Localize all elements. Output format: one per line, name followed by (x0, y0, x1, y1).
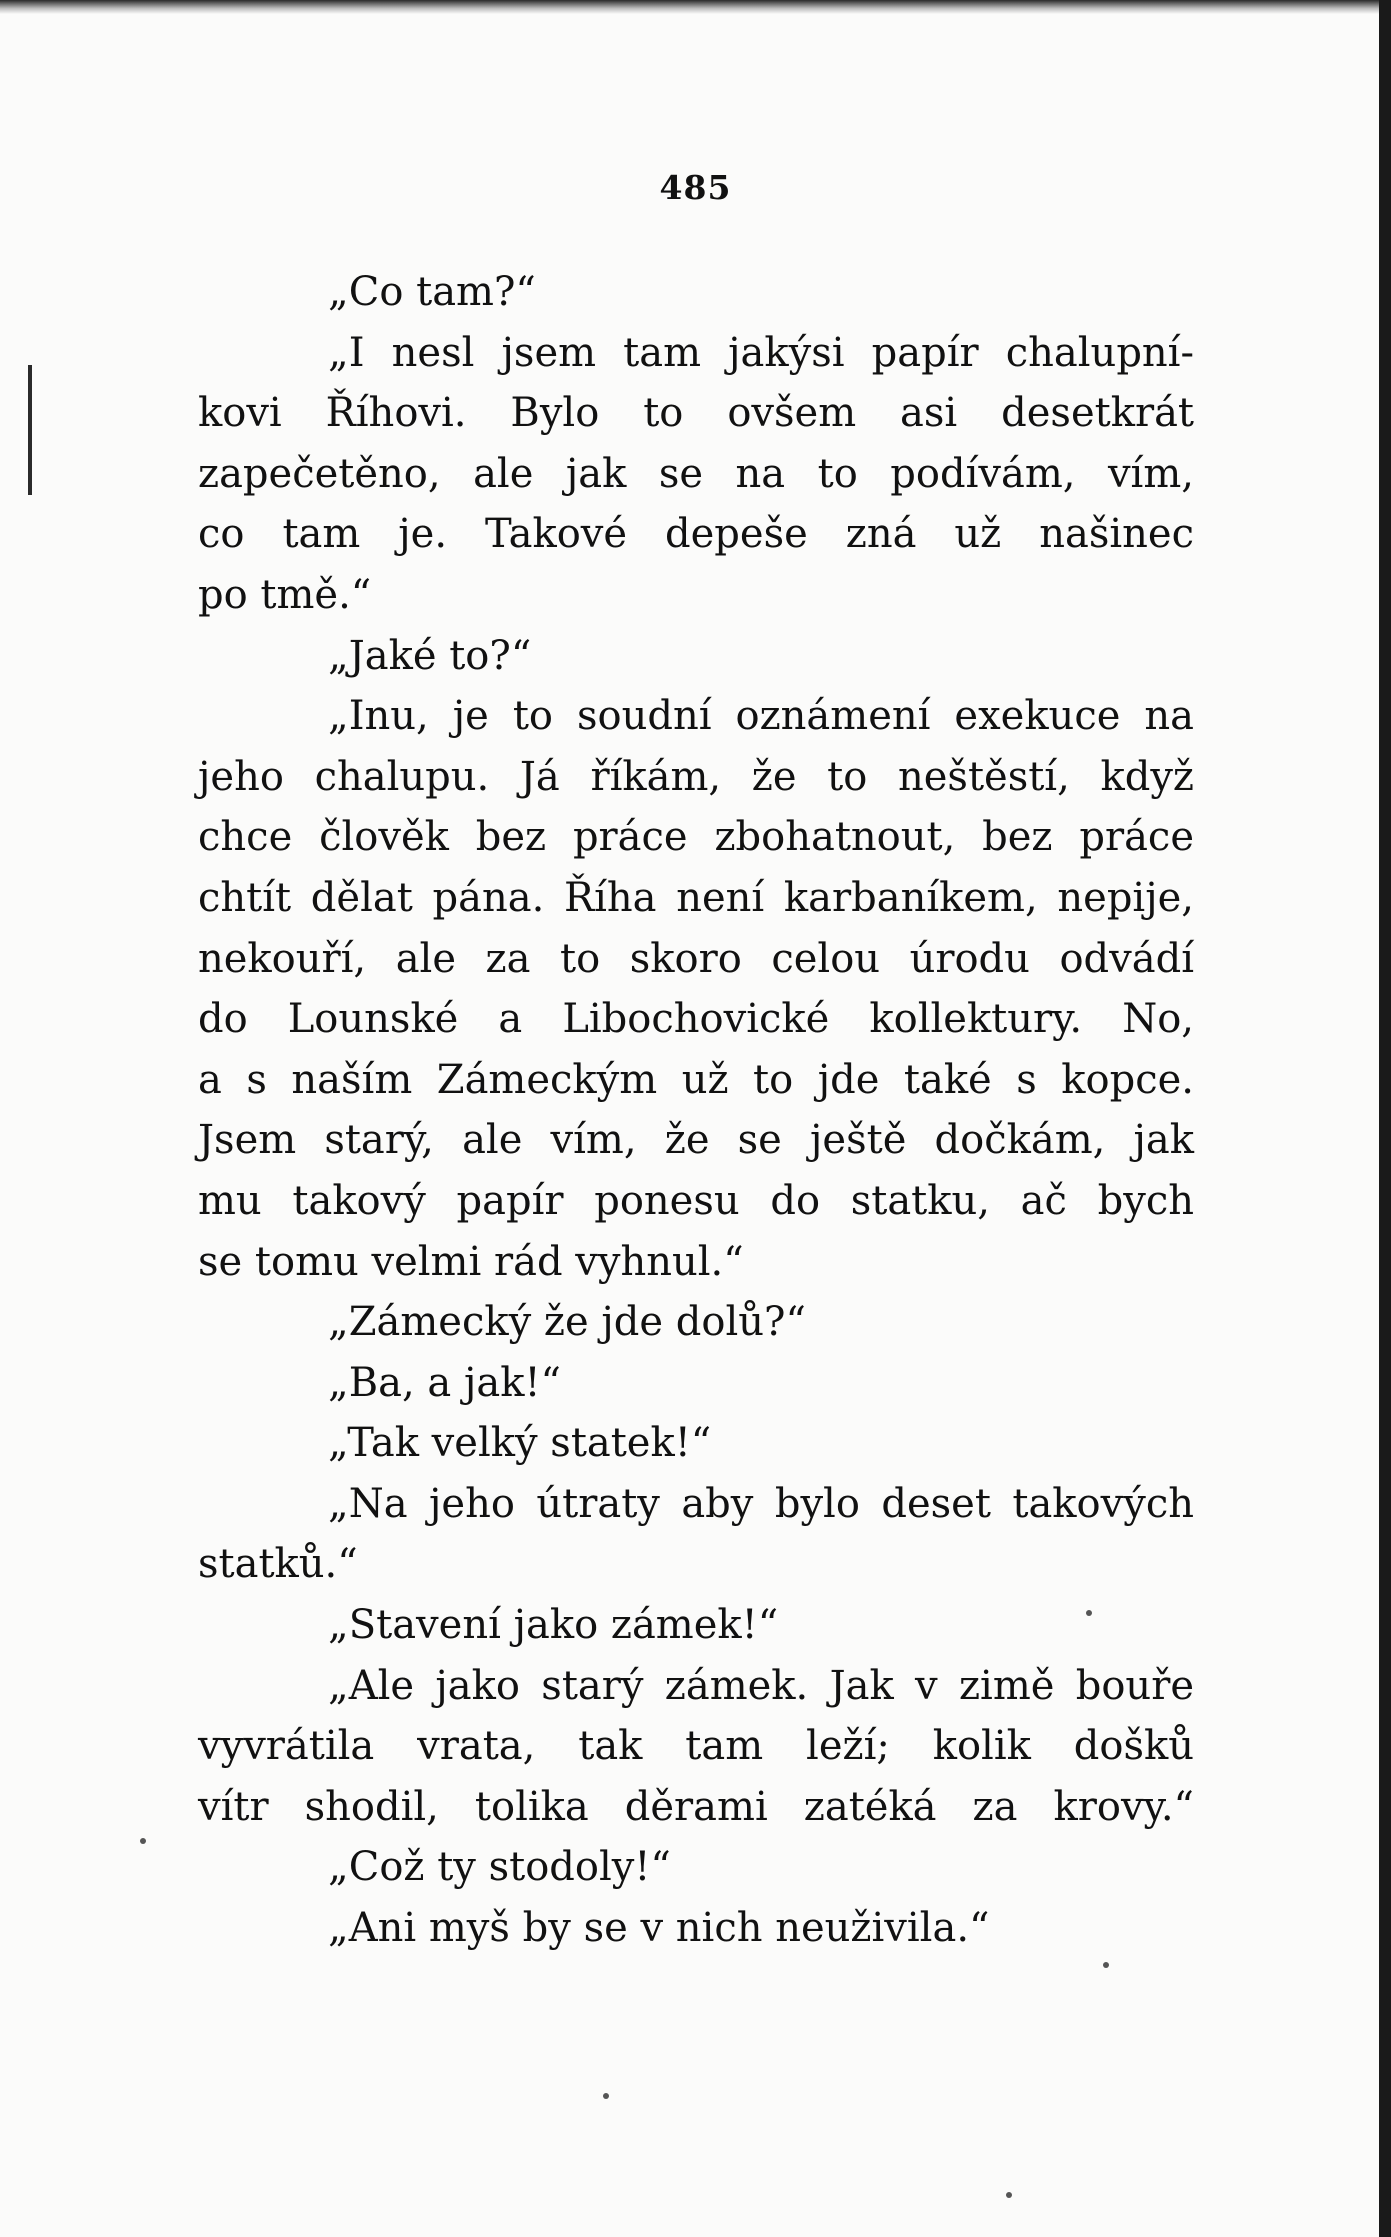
scan-speck (1086, 1610, 1092, 1616)
text-line: „Což ty stodoly!“ (328, 1844, 671, 1891)
text-line: „Ani myš by se v nich neuživila.“ (328, 1905, 990, 1952)
text-line: do Lounské a Libochovické kollektury. No, (198, 996, 1194, 1043)
text-line: „Inu, je to soudní oznámení exekuce na (328, 693, 1194, 740)
scan-edge-right (1379, 0, 1391, 2237)
text-line: „Zámecký že jde dolů?“ (328, 1299, 806, 1346)
scan-mark-left (28, 365, 32, 495)
page-number: 485 (659, 168, 732, 207)
text-line: vyvrátila vrata, tak tam leží; kolik došků (198, 1723, 1194, 1770)
text-line: chtít dělat pána. Říha není karbaníkem, nepije, (198, 874, 1194, 921)
text-line: „Ale jako starý zámek. Jak v zimě bouře (328, 1662, 1194, 1709)
scan-speck (1006, 2192, 1012, 2198)
text-line: chce člověk bez práce zbohatnout, bez práce (198, 814, 1194, 861)
text-line: po tmě.“ (198, 571, 372, 618)
text-line: „Ba, a jak!“ (328, 1359, 561, 1406)
text-line: co tam je. Takové depeše zná už našinec (198, 511, 1194, 558)
text-line: Jsem starý, ale vím, že se ještě dočkám, jak (198, 1117, 1194, 1164)
scan-edge-top (0, 0, 1391, 14)
text-line: „I nesl jsem tam jakýsi papír chalupní- (328, 329, 1194, 376)
text-line: mu takový papír ponesu do statku, ač bych (198, 1177, 1194, 1224)
text-line: „Co tam?“ (328, 269, 536, 315)
body-text (198, 262, 1194, 1959)
scan-speck (140, 1838, 146, 1844)
text-line: „Jaké to?“ (328, 632, 532, 679)
text-line: se tomu velmi rád vyhnul.“ (198, 1238, 744, 1285)
text-line: jeho chalupu. Já říkám, že to neštěstí, když (198, 753, 1194, 800)
text-line: „Tak velký statek!“ (328, 1420, 712, 1467)
text-line: kovi Říhovi. Bylo to ovšem asi desetkrát (198, 390, 1194, 437)
text-line: zapečetěno, ale jak se na to podívám, vím, (198, 450, 1194, 497)
scan-speck (603, 2093, 609, 2099)
text-line: „Stavení jako zámek!“ (328, 1602, 779, 1649)
text-line: vítr shodil, tolika děrami zatéká za krovy.“ (198, 1783, 1194, 1830)
text-line: statků.“ (198, 1541, 358, 1588)
text-line: nekouří, ale za to skoro celou úrodu odvádí (198, 935, 1194, 982)
scan-speck (1103, 1962, 1109, 1968)
text-line: „Na jeho útraty aby bylo deset takových (328, 1480, 1194, 1527)
text-line: a s naším Zámeckým už to jde také s kopce. (198, 1056, 1194, 1103)
